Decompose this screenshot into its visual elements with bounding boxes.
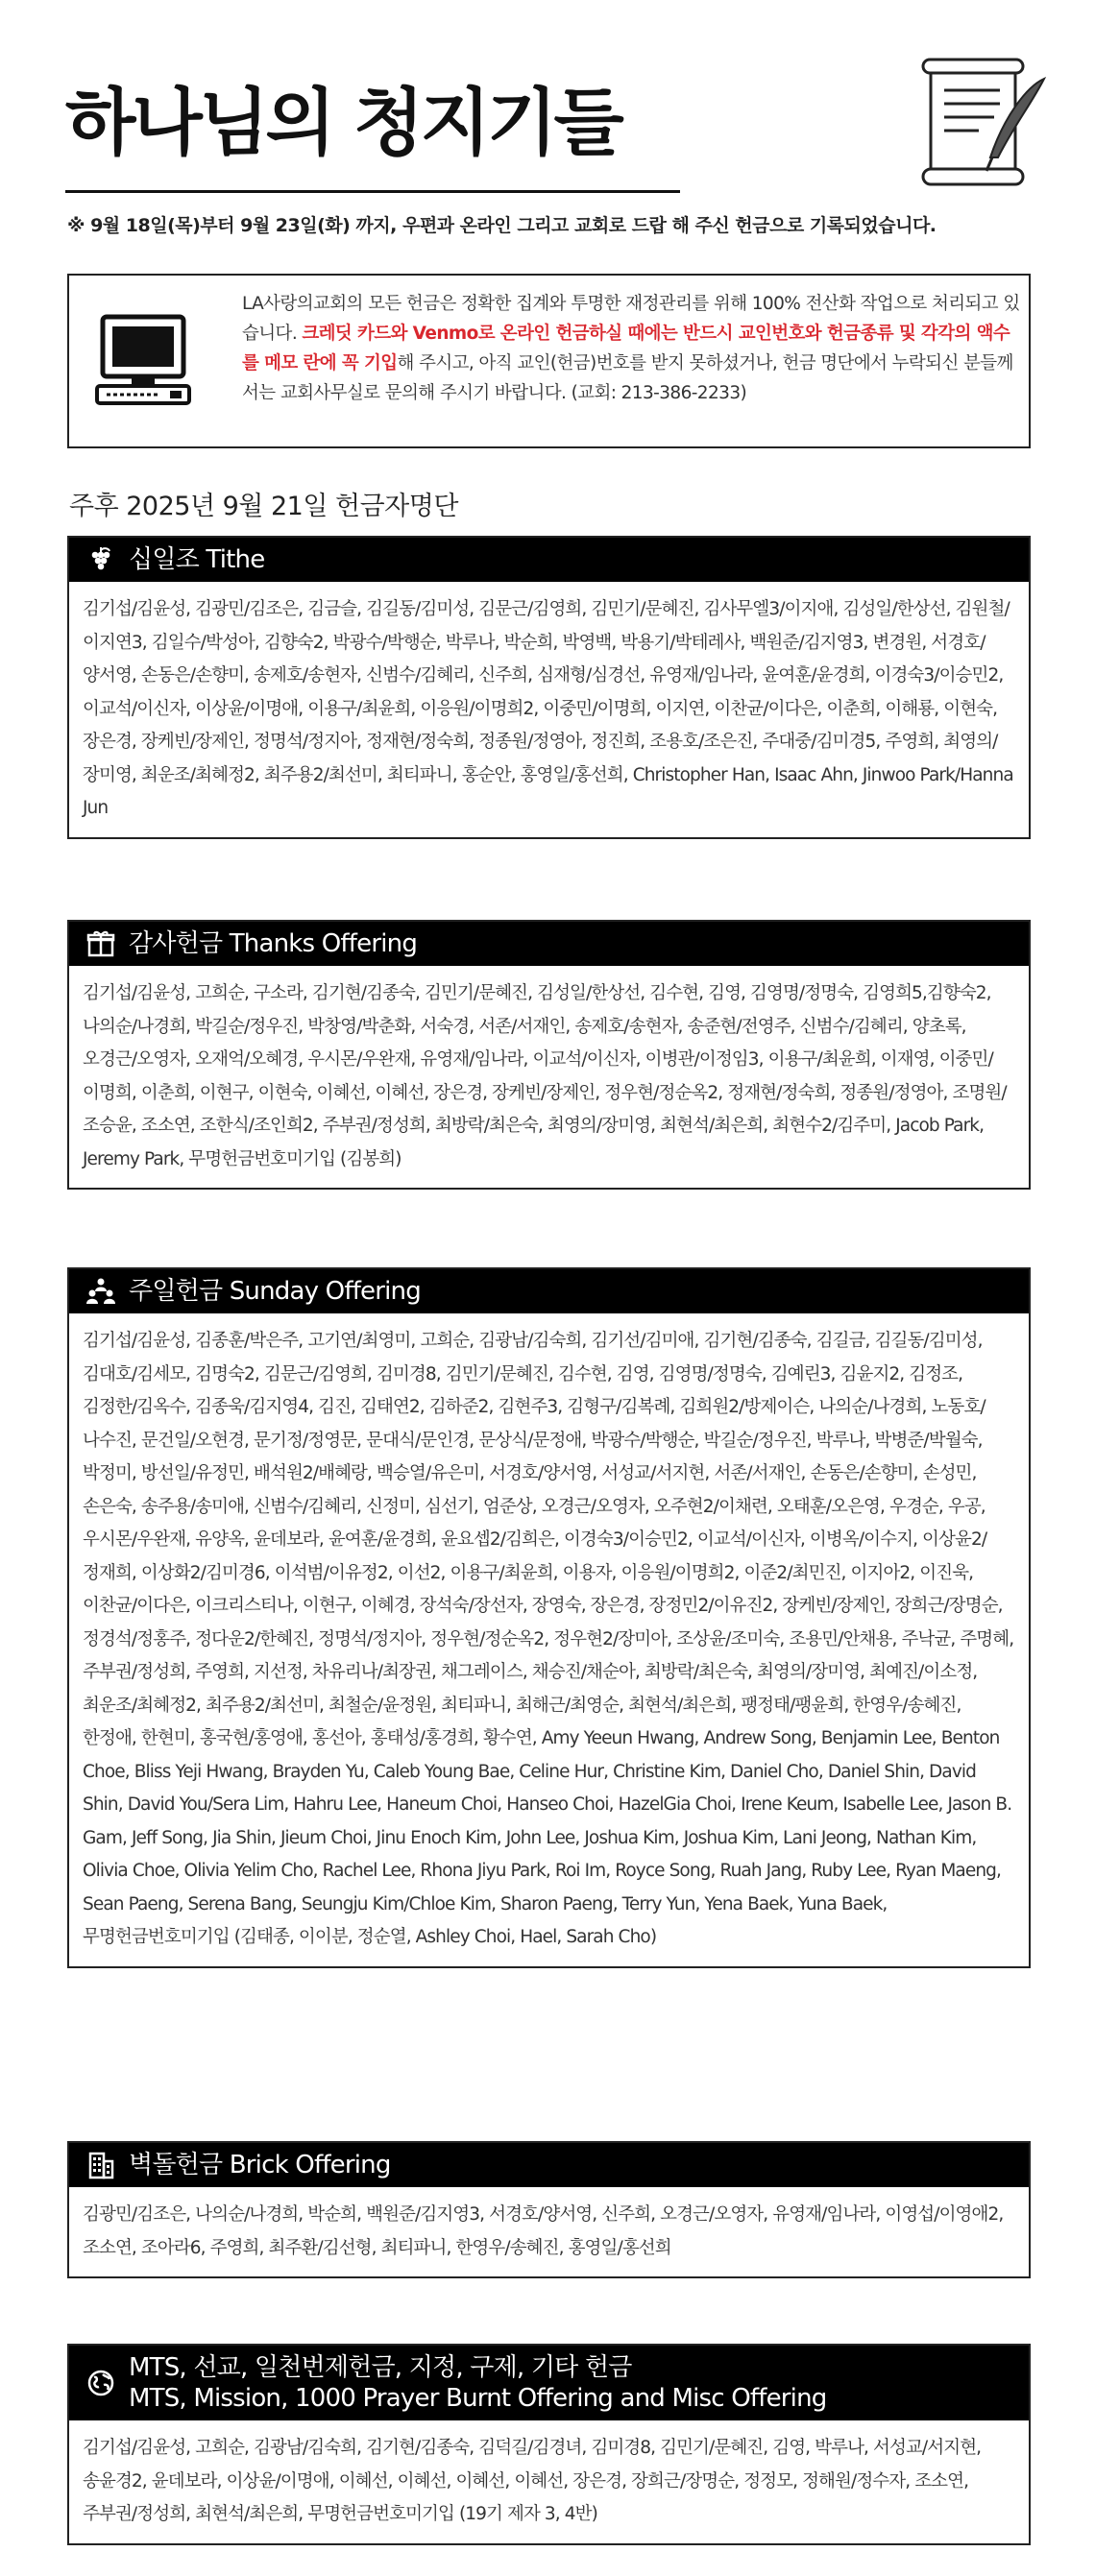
section-title: 주일헌금 Sunday Offering xyxy=(129,1276,421,1306)
page-title: 하나님의 청지기들 xyxy=(65,80,620,165)
grapes-icon xyxy=(86,545,115,574)
names-list: 김기섭/김윤성, 김종훈/박은주, 고기연/최영미, 고희순, 김광남/김숙희, 김기선/김미애, 김기현/김종숙, 김길금, 김길동/김미성, 김대호/김세모, 김명숙2, 김문근/김영희, 김미경8, 김민기/문혜진, 김수현, 김영, 김영명/정명숙, 김예린3, 김윤지2, 김정조, 김정한/김옥수, 김종욱/김지영4, 김진, 김태연2, 김하준2, 김현주3, 김형구/김복례, 김희원2/방제이슨, 나의순/나경희, 노동호/나수진, 문건일/오현경, 문기정/정영문, 문대식/문인경, 문상식/문정애, 박광수/박행순, 박길순/정우진, 박루나, 박병준/박월숙, 박정미, 방선일/유정민, 배석원2/배혜랑, 백승열/유은미, 서경호/양서영, 서성교/서지현, 서존/서재인, 손동은/손향미, 손성민, 손은숙, 송주용/송미애, 신범수/김혜리, 신정미, 심선기, 엄준상, 오경근/오영자, 오주현2/이채련, 오태훈/오은영, 우경순, 우공, 우시몬/우완재, 유양옥, 윤데보라, 윤여훈/윤경희, 윤요셉2/김희은, 이경숙3/이승민2, 이교석/이신자, 이병옥/이수지, 이상윤2/정재희, 이상화2/김미경6, 이석범/이유정2, 이선2, 이용구/최윤희, 이용자, 이응원/이명희2, 이준2/최민진, 이지아2, 이진욱, 이찬균/이다은, 이크리스티나, 이현구, 이혜경, 장석숙/장선자, 장영숙, 장은경, 장정민2/이유진2, 장케빈/장제인, 장희근/장명순, 정경석/정홍주, 정다운2/한혜진, 정명석/정지아, 정우현/정순옥2, 정우현2/장미아, 조상윤/조미숙, 조용민/안채용, 주낙균, 주명혜, 주부권/정성희, 주영희, 지선정, 차유리나/최장권, 채그레이스, 채승진/채순아, 최방락/최은숙, 최영의/장미영, 최예진/이소정, 최운조/최혜정2, 최주용2/최선미, 최철순/윤정원, 최티파니, 최해근/최영순, 최현석/최은희, 팽정태/팽윤희, 한영우/송혜진, 한정애, 한현미, 홍국현/홍영애, 홍선아, 홍태성/홍경희, 황수연, Amy Yeeun Hwang, Andrew Song, Benjamin Lee, Benton Choe, Bliss Yeji Hwang, Brayden Yu, Caleb Young Bae, Celine Hur, Christine Kim, Daniel Cho, Daniel Shin, David Shin, David You/Sera Lim, Hahru Lee, Haneum Choi, Hanseo Choi, HazelGia Choi, Irene Keum, Isabelle Lee, Jason B. Gam, Jeff Song, Jia Shin, Jieum Choi, Jinu Enoch Kim, John Lee, Joshua Kim, Joshua Kim, Lani Jeong, Nathan Kim, Olivia Choe, Olivia Yelim Cho, Rachel Lee, Rhona Jiyu Park, Roi Im, Royce Song, Ruah Jang, Ruby Lee, Ryan Maeng, Sean Paeng, Serena Bang, Seungju Kim/Chloe Kim, Sharon Paeng, Terry Yun, Yena Baek, Yuna Baek, 무명헌금번호미기입 (김태종, 이이분, 정순열, Ashley Choi, Hael, Sarah Cho) xyxy=(83,1331,1014,1947)
section-thanks xyxy=(67,920,1031,1190)
info-text xyxy=(242,289,1020,408)
info-text-part1: LA사랑의교회의 모든 헌금은 정확한 집계와 투명한 재정관리를 위해 100% 전산화 작업으로 처리되고 있습니다. xyxy=(242,294,1020,344)
section-sunday xyxy=(67,1267,1031,1968)
names-list: 김기섭/김윤성, 고희순, 구소라, 김기현/김종숙, 김민기/문혜진, 김성일/한상선, 김수현, 김영, 김영명/정명숙, 김영희5,김향숙2, 나의순/나경희, 박길순/정우진, 박창영/박춘화, 서숙경, 서존/서재인, 송제호/송현자, 송준현/전영주, 신범수/김혜리, 양초록, 오경근/오영자, 오재억/오혜경, 우시몬/우완재, 유영재/임나라, 이교석/이신자, 이병관/이정임3, 이용구/최윤희, 이재영, 이중민/이명희, 이춘희, 이현구, 이현숙, 이혜선, 이혜선, 장은경, 장케빈/장제인, 정우현/정순옥2, 정재현/정숙희, 정종원/정영아, 조명원/조승윤, 조소연, 조한식/조인희2, 주부권/정성희, 최방락/최은숙, 최영의/장미영, 최현석/최은희, 최현수2/김주미, Jacob Park, Jeremy Park, 무명헌금번호미기입 (김봉희) xyxy=(83,983,1007,1169)
info-text-part2: 해 주시고, 아직 교인(헌금)번호를 받지 못하셨거나, 헌금 명단에서 누락되신 분들께서는 교회사무실로 문의해 주시기 바랍니다. (교회: 213-386-2233) xyxy=(242,353,1013,403)
building-icon xyxy=(86,2151,115,2179)
section-brick xyxy=(67,2141,1031,2278)
section-header xyxy=(69,1269,1029,1313)
page-header xyxy=(61,58,1051,192)
globe-icon xyxy=(86,2369,115,2397)
section-title xyxy=(129,2352,826,2415)
section-mission xyxy=(67,2344,1031,2545)
gift-icon xyxy=(86,929,115,958)
info-highlight: 크레딧 카드와 Venmo로 온라인 헌금하실 때에는 반드시 교인번호와 헌금종류 및 각각의 액수를 메모 란에 꼭 기입 xyxy=(242,324,1010,373)
title-underline xyxy=(65,190,680,193)
section-title: 십일조 Tithe xyxy=(129,544,265,574)
section-subtitle: MTS, Mission, 1000 Prayer Burnt Offering and Misc Offering xyxy=(129,2384,827,2413)
names-list: 김기섭/김윤성, 김광민/김조은, 김금슬, 김길동/김미성, 김문근/김영희, 김민기/문혜진, 김사무엘3/이지애, 김성일/한상선, 김원철/이지연3, 김일수/박성아, 김향숙2, 박광수/박행순, 박루나, 박순희, 박영백, 박용기/박테레사, 백원준/김지영3, 변경원, 서경호/양서영, 손동은/손향미, 송제호/송현자, 신범수/김혜리, 신주희, 심재형/심경선, 유영재/임나라, 윤여훈/윤경희, 이경숙3/이승민2, 이교석/이신자, 이상윤/이명애, 이용구/최윤희, 이응원/이명희2, 이중민/이명희, 이지연, 이찬균/이다은, 이춘희, 이해룡, 이현숙, 장은경, 장케빈/장제인, 정명석/정지아, 정재현/정숙희, 정종원/정영아, 정진희, 조용호/조은진, 주대중/김미경5, 주영희, 최영의/장미영, 최운조/최혜정2, 최주용2/최선미, 최티파니, 홍순안, 홍영일/홍선희, Christopher Han, Isaac Ahn, Jinwoo Park/Hanna Jun xyxy=(83,599,1013,818)
scroll-quill-icon xyxy=(912,58,1051,192)
computer-icon xyxy=(93,309,199,415)
section-header xyxy=(69,538,1029,582)
section-tithe xyxy=(67,536,1031,839)
names-list: 김광민/김조은, 나의순/나경희, 박순희, 백원준/김지영3, 서경호/양서영, 신주희, 오경근/오영자, 유영재/임나라, 이영섭/이영애2, 조소연, 조아라6, 주영희, 최주환/김선형, 최티파니, 한영우/송혜진, 홍영일/홍선희 xyxy=(83,2204,1004,2258)
section-header xyxy=(69,2143,1029,2187)
info-box xyxy=(67,274,1031,448)
section-header xyxy=(69,2346,1029,2420)
names-list: 김기섭/김윤성, 고희순, 김광남/김숙희, 김기현/김종숙, 김덕길/김경녀, 김미경8, 김민기/문혜진, 김영, 박루나, 서성교/서지현, 송윤경2, 윤데보라, 이상윤/이명애, 이혜선, 이혜선, 이혜선, 이혜선, 장은경, 장희근/장명순, 정정모, 정해원/정수자, 조소연, 주부권/정성희, 최현석/최은희, 무명헌금번호미기입 (19기 제자 3, 4반) xyxy=(83,2438,982,2524)
section-title: 감사헌금 Thanks Offering xyxy=(129,928,418,958)
notice-text: ※ 9월 18일(목)부터 9월 23일(화) 까지, 우편과 온라인 그리고 교회로 드랍 해 주신 헌금으로 기록되었습니다. xyxy=(67,215,937,236)
section-title-korean: MTS, 선교, 일천번제헌금, 지정, 구제, 기타 헌금 xyxy=(129,2352,632,2382)
people-icon xyxy=(86,1277,115,1306)
list-title: 주후 2025년 9월 21일 헌금자명단 xyxy=(69,492,458,521)
section-title: 벽돌헌금 Brick Offering xyxy=(129,2150,391,2179)
section-header xyxy=(69,922,1029,966)
